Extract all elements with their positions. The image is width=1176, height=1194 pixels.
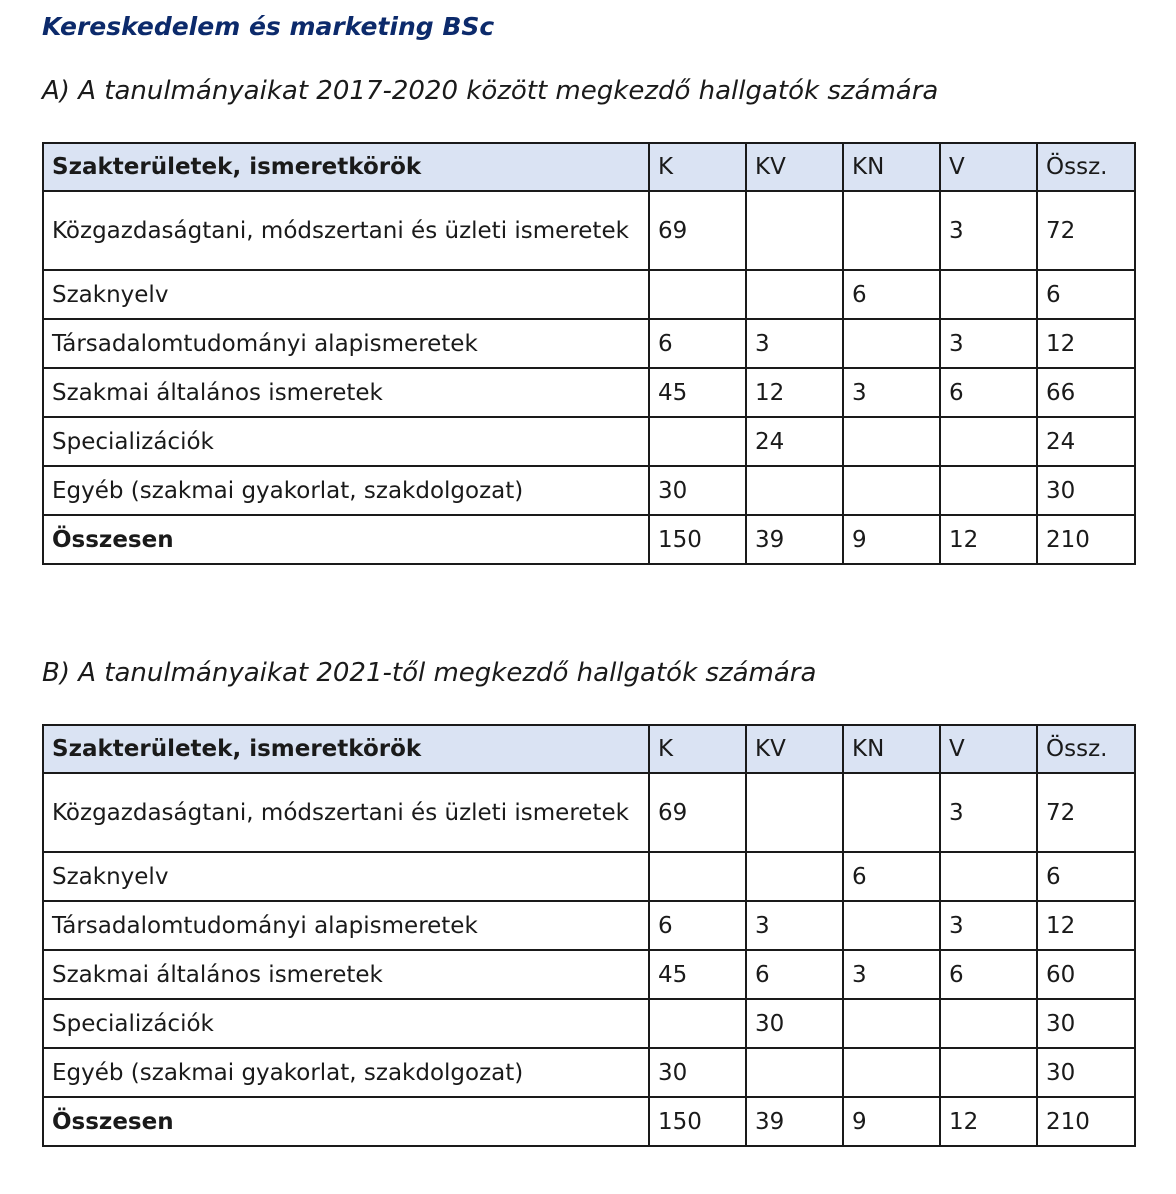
kn-credits-cell (843, 417, 940, 466)
k-credits-cell: 150 (649, 515, 746, 564)
kv-credits-cell (746, 1048, 843, 1097)
kn-credits-cell: 6 (843, 270, 940, 319)
kv-credits-cell: 30 (746, 999, 843, 1048)
table-row (43, 417, 1135, 466)
total-credits-cell: 30 (1037, 999, 1135, 1048)
total-credits-cell: 30 (1037, 1048, 1135, 1097)
kv-credits-cell: 24 (746, 417, 843, 466)
v-credits-cell: 12 (940, 515, 1037, 564)
total-credits-cell: 210 (1037, 1097, 1135, 1146)
subject-area-cell: Összesen (43, 515, 649, 564)
v-credits-cell: 6 (940, 950, 1037, 999)
kn-credits-cell (843, 191, 940, 270)
column-header-kn: KN (843, 725, 940, 773)
kv-credits-cell (746, 191, 843, 270)
kv-credits-cell (746, 466, 843, 515)
column-header-kn: KN (843, 143, 940, 191)
k-credits-cell: 69 (649, 191, 746, 270)
total-credits-cell: 12 (1037, 901, 1135, 950)
table-total-row (43, 1097, 1135, 1146)
column-header-total: Össz. (1037, 143, 1135, 191)
table-row (43, 466, 1135, 515)
subject-area-cell: Közgazdaságtani, módszertani és üzleti ismeretek (43, 773, 649, 852)
kv-credits-cell (746, 773, 843, 852)
v-credits-cell (940, 417, 1037, 466)
total-credits-cell: 60 (1037, 950, 1135, 999)
kv-credits-cell: 39 (746, 1097, 843, 1146)
k-credits-cell: 69 (649, 773, 746, 852)
subject-area-cell: Specializációk (43, 999, 649, 1048)
total-credits-cell: 30 (1037, 466, 1135, 515)
subject-area-cell: Egyéb (szakmai gyakorlat, szakdolgozat) (43, 466, 649, 515)
kn-credits-cell: 3 (843, 368, 940, 417)
subject-area-cell: Közgazdaságtani, módszertani és üzleti ismeretek (43, 191, 649, 270)
total-credits-cell: 6 (1037, 270, 1135, 319)
section-b-heading: B) A tanulmányaikat 2021-től megkezdő hallgatók számára (42, 658, 817, 688)
kv-credits-cell: 3 (746, 901, 843, 950)
table-row (43, 319, 1135, 368)
v-credits-cell: 6 (940, 368, 1037, 417)
credits-table-a (42, 142, 1136, 565)
column-header-v: V (940, 725, 1037, 773)
v-credits-cell: 12 (940, 1097, 1037, 1146)
table-header-row (43, 143, 1135, 191)
total-credits-cell: 66 (1037, 368, 1135, 417)
table-total-row (43, 515, 1135, 564)
k-credits-cell: 6 (649, 319, 746, 368)
section-a-heading: A) A tanulmányaikat 2017-2020 között megkezdő hallgatók számára (42, 76, 939, 106)
table-row (43, 901, 1135, 950)
subject-area-cell: Szaknyelv (43, 852, 649, 901)
kn-credits-cell (843, 466, 940, 515)
column-header-kv: KV (746, 725, 843, 773)
table-row (43, 1048, 1135, 1097)
k-credits-cell: 45 (649, 368, 746, 417)
k-credits-cell (649, 417, 746, 466)
kn-credits-cell: 6 (843, 852, 940, 901)
total-credits-cell: 72 (1037, 773, 1135, 852)
v-credits-cell (940, 852, 1037, 901)
page-title: Kereskedelem és marketing BSc (42, 12, 495, 41)
total-credits-cell: 72 (1037, 191, 1135, 270)
table-body (43, 773, 1135, 1146)
subject-area-cell: Társadalomtudományi alapismeretek (43, 901, 649, 950)
kn-credits-cell (843, 999, 940, 1048)
table-row (43, 368, 1135, 417)
total-credits-cell: 12 (1037, 319, 1135, 368)
v-credits-cell: 3 (940, 773, 1037, 852)
table-row (43, 191, 1135, 270)
table-row (43, 270, 1135, 319)
table-row (43, 999, 1135, 1048)
subject-area-cell: Specializációk (43, 417, 649, 466)
v-credits-cell: 3 (940, 901, 1037, 950)
kn-credits-cell (843, 1048, 940, 1097)
v-credits-cell (940, 999, 1037, 1048)
k-credits-cell: 6 (649, 901, 746, 950)
kv-credits-cell (746, 852, 843, 901)
v-credits-cell (940, 270, 1037, 319)
k-credits-cell: 45 (649, 950, 746, 999)
table-body (43, 191, 1135, 564)
v-credits-cell: 3 (940, 191, 1037, 270)
kn-credits-cell: 9 (843, 515, 940, 564)
column-header-total: Össz. (1037, 725, 1135, 773)
total-credits-cell: 210 (1037, 515, 1135, 564)
column-header-k: K (649, 143, 746, 191)
v-credits-cell (940, 1048, 1037, 1097)
k-credits-cell (649, 852, 746, 901)
total-credits-cell: 24 (1037, 417, 1135, 466)
total-credits-cell: 6 (1037, 852, 1135, 901)
k-credits-cell (649, 270, 746, 319)
column-header-kv: KV (746, 143, 843, 191)
kv-credits-cell: 3 (746, 319, 843, 368)
column-header-subject-areas: Szakterületek, ismeretkörök (43, 143, 649, 191)
subject-area-cell: Egyéb (szakmai gyakorlat, szakdolgozat) (43, 1048, 649, 1097)
credits-table-b (42, 724, 1136, 1147)
subject-area-cell: Társadalomtudományi alapismeretek (43, 319, 649, 368)
kn-credits-cell (843, 901, 940, 950)
k-credits-cell (649, 999, 746, 1048)
k-credits-cell: 30 (649, 466, 746, 515)
kn-credits-cell (843, 319, 940, 368)
table-header-row (43, 725, 1135, 773)
subject-area-cell: Szaknyelv (43, 270, 649, 319)
column-header-subject-areas: Szakterületek, ismeretkörök (43, 725, 649, 773)
kn-credits-cell (843, 773, 940, 852)
k-credits-cell: 150 (649, 1097, 746, 1146)
kv-credits-cell: 6 (746, 950, 843, 999)
subject-area-cell: Szakmai általános ismeretek (43, 368, 649, 417)
table-row (43, 773, 1135, 852)
subject-area-cell: Összesen (43, 1097, 649, 1146)
kv-credits-cell: 39 (746, 515, 843, 564)
table-row (43, 950, 1135, 999)
kv-credits-cell: 12 (746, 368, 843, 417)
k-credits-cell: 30 (649, 1048, 746, 1097)
v-credits-cell: 3 (940, 319, 1037, 368)
kv-credits-cell (746, 270, 843, 319)
subject-area-cell: Szakmai általános ismeretek (43, 950, 649, 999)
kn-credits-cell: 9 (843, 1097, 940, 1146)
v-credits-cell (940, 466, 1037, 515)
kn-credits-cell: 3 (843, 950, 940, 999)
column-header-v: V (940, 143, 1037, 191)
table-row (43, 852, 1135, 901)
column-header-k: K (649, 725, 746, 773)
